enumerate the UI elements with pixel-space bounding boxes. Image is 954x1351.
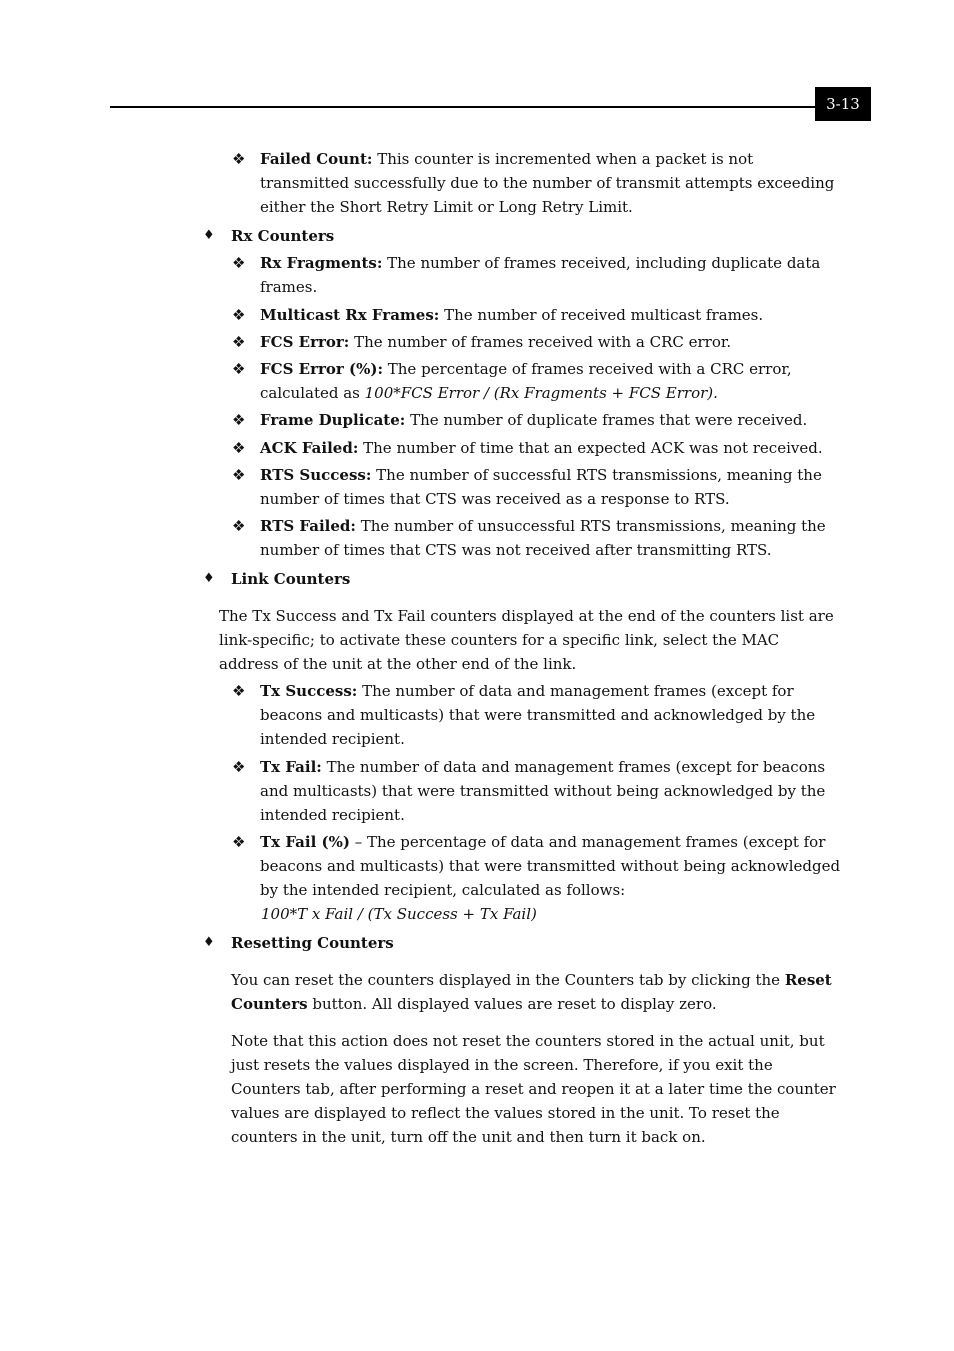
bullet-diamond-icon: ♦ xyxy=(203,571,215,586)
tx-fail-pct-line3: by the intended recipient, calculated as follows: xyxy=(260,881,626,899)
tx-success-line2: beacons and multicasts) that were transmitted and acknowledged by the xyxy=(260,706,816,724)
tx-fail-pct-formula: 100*T x Fail / (Tx Success + Tx Fail) xyxy=(261,905,537,923)
link-intro-line3: address of the unit at the other end of the link. xyxy=(219,655,577,673)
fcs-error-line: FCS Error: The number of frames received with a CRC error. xyxy=(260,333,732,351)
bullet-clover-icon: ❖ xyxy=(232,254,246,272)
tx-fail-line2: and multicasts) that were transmitted without being acknowledged by the xyxy=(260,782,826,800)
page-number: 3-13 xyxy=(815,87,871,121)
bullet-diamond-icon: ♦ xyxy=(203,935,215,950)
tx-fail-pct-line2: beacons and multicasts) that were transmitted without being acknowledged xyxy=(260,857,841,875)
resetting-p1-line1: You can reset the counters displayed in the Counters tab by clicking the Reset xyxy=(231,971,832,989)
resetting-heading: Resetting Counters xyxy=(231,934,394,952)
rx-fragments-line1: Rx Fragments: The number of frames received, including duplicate data xyxy=(260,254,821,272)
rx-counters-heading: Rx Counters xyxy=(231,227,335,245)
bullet-clover-icon: ❖ xyxy=(232,411,246,429)
tx-fail-line1: Tx Fail: The number of data and management frames (except for beacons xyxy=(260,758,826,776)
bullet-clover-icon: ❖ xyxy=(232,150,246,168)
bullet-clover-icon: ❖ xyxy=(232,833,246,851)
resetting-p2-line5: counters in the unit, turn off the unit and then turn it back on. xyxy=(231,1128,706,1146)
resetting-p2-line3: Counters tab, after performing a reset and reopen it at a later time the counter xyxy=(231,1080,836,1098)
bullet-clover-icon: ❖ xyxy=(232,439,246,457)
bullet-clover-icon: ❖ xyxy=(232,758,246,776)
tx-fail-line3: intended recipient. xyxy=(260,806,405,824)
ack-failed-line: ACK Failed: The number of time that an expected ACK was not received. xyxy=(260,439,823,457)
tx-fail-pct-line1: Tx Fail (%) – The percentage of data and management frames (except for xyxy=(260,833,826,851)
link-intro-line1: The Tx Success and Tx Fail counters displayed at the end of the counters list are xyxy=(219,607,834,625)
rts-failed-line2: number of times that CTS was not received after transmitting RTS. xyxy=(260,541,772,559)
bullet-diamond-icon: ♦ xyxy=(203,228,215,243)
failed-count-line3: either the Short Retry Limit or Long Retry Limit. xyxy=(260,198,633,216)
bullet-clover-icon: ❖ xyxy=(232,333,246,351)
resetting-p2-line4: values are displayed to reflect the values stored in the unit. To reset the xyxy=(231,1104,780,1122)
multicast-rx-line: Multicast Rx Frames: The number of received multicast frames. xyxy=(260,306,764,324)
fcs-error-pct-line1: FCS Error (%): The percentage of frames received with a CRC error, xyxy=(260,360,792,378)
bullet-clover-icon: ❖ xyxy=(232,466,246,484)
resetting-p2-line1: Note that this action does not reset the counters stored in the actual unit, but xyxy=(231,1032,825,1050)
header-rule xyxy=(110,106,816,108)
rx-fragments-line2: frames. xyxy=(260,278,318,296)
rts-success-line1: RTS Success: The number of successful RTS transmissions, meaning the xyxy=(260,466,822,484)
link-counters-heading: Link Counters xyxy=(231,570,351,588)
fcs-error-pct-line2: calculated as 100*FCS Error / (Rx Fragments + FCS Error). xyxy=(260,384,718,402)
bullet-clover-icon: ❖ xyxy=(232,360,246,378)
bullet-clover-icon: ❖ xyxy=(232,306,246,324)
bullet-clover-icon: ❖ xyxy=(232,682,246,700)
rts-failed-line1: RTS Failed: The number of unsuccessful RTS transmissions, meaning the xyxy=(260,517,826,535)
tx-success-line3: intended recipient. xyxy=(260,730,405,748)
tx-success-line1: Tx Success: The number of data and management frames (except for xyxy=(260,682,794,700)
frame-duplicate-line: Frame Duplicate: The number of duplicate frames that were received. xyxy=(260,411,808,429)
failed-count-line1: Failed Count: This counter is incremented when a packet is not xyxy=(260,150,754,168)
rts-success-line2: number of times that CTS was received as a response to RTS. xyxy=(260,490,730,508)
bullet-clover-icon: ❖ xyxy=(232,517,246,535)
resetting-p2-line2: just resets the values displayed in the screen. Therefore, if you exit the xyxy=(231,1056,773,1074)
resetting-p1-line2: Counters button. All displayed values are reset to display zero. xyxy=(231,995,717,1013)
link-intro-line2: link-specific; to activate these counters for a specific link, select the MAC xyxy=(219,631,780,649)
failed-count-line2: transmitted successfully due to the number of transmit attempts exceeding xyxy=(260,174,835,192)
